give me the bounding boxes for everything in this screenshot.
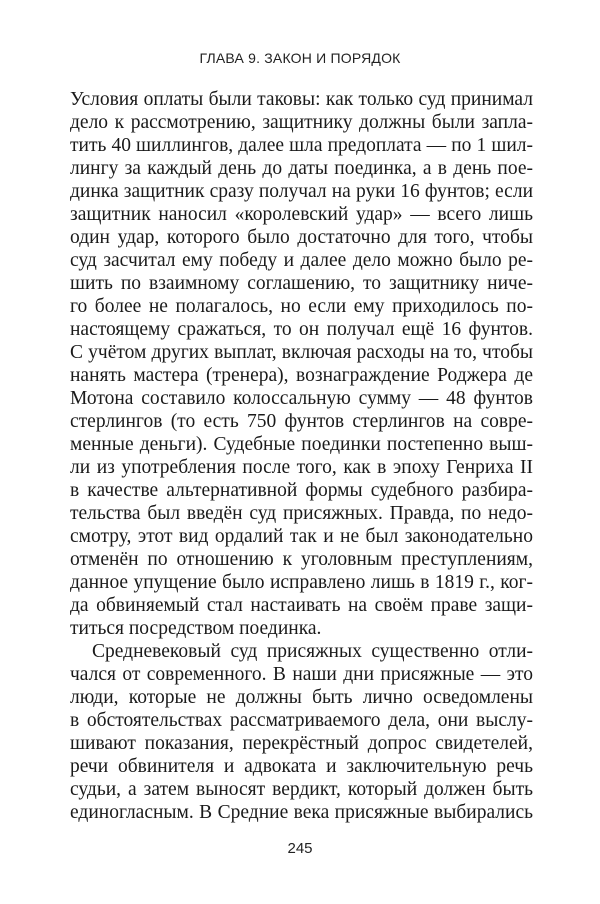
text-line: лингу за каждый день до даты поединка, а в день пое- [70, 158, 533, 179]
text-line: да обвиняемый стал настаивать на своём праве защи- [70, 595, 533, 616]
text-line: менные деньги). Судебные поединки постепенно выш- [70, 434, 533, 455]
text-line: данное упущение было исправлено лишь в 1819 г., ког- [70, 572, 533, 593]
text-line: Условия оплаты были таковы: как только суд принимал [70, 89, 533, 110]
running-header: ГЛАВА 9. ЗАКОН И ПОРЯДОК [199, 50, 401, 66]
text-line: стерлингов (то есть 750 фунтов стерлингов на совре- [70, 411, 533, 432]
text-line: настоящему сражаться, то он получал ещё 16 фунтов. [70, 319, 533, 340]
page-number: 245 [287, 840, 313, 857]
text-line: го более не полагалось, но если ему приходилось по- [70, 296, 533, 317]
text-line: Средневековый суд присяжных существенно отли- [92, 641, 533, 662]
text-line: дело к рассмотрению, защитнику должны были запла- [70, 112, 533, 133]
text-line: в обстоятельствах рассматриваемого дела, они выслу- [70, 710, 533, 731]
text-line: динка защитник сразу получал на руки 16 фунтов; если [70, 181, 533, 202]
text-line: смотру, этот вид ордалий так и не был законодательно [70, 526, 533, 547]
text-line: тельства был введён суд присяжных. Правда, по недо- [70, 503, 533, 524]
text-line: люди, которые не должны быть лично осведомлены [70, 687, 533, 708]
text-line: речи обвинителя и адвоката и заключительную речь [70, 756, 533, 777]
text-line: судьи, а затем выносят вердикт, который должен быть [70, 779, 533, 800]
text-line: один удар, которого было достаточно для того, чтобы [70, 227, 533, 248]
text-line: единогласным. В Средние века присяжные выбирались [70, 802, 533, 823]
text-line: отменён по отношению к уголовным преступлениям, [70, 549, 533, 570]
text-line: тить 40 шиллингов, далее шла предоплата — по 1 шил- [70, 135, 533, 156]
text-line: шивают показания, перекрёстный допрос свидетелей, [70, 733, 533, 754]
text-line: защитник наносил «королевский удар» — всего лишь [70, 204, 533, 225]
body-text [70, 88, 533, 824]
text-line: в качестве альтернативной формы судебного разбира- [70, 480, 533, 501]
text-line: чался от современного. В наши дни присяжные — это [70, 664, 533, 685]
paragraph [70, 88, 533, 640]
text-line: титься посредством поединка. [70, 618, 322, 639]
text-line: шить по взаимному соглашению, то защитнику ниче- [70, 273, 533, 294]
text-line: ли из употребления после того, как в эпоху Генриха II [70, 457, 533, 478]
text-line: нанять мастера (тренера), вознаграждение Роджера де [70, 365, 533, 386]
paragraph [70, 640, 533, 824]
text-line: Мотона составило колоссальную сумму — 48 фунтов [70, 388, 533, 409]
text-line: С учётом других выплат, включая расходы на то, чтобы [70, 342, 533, 363]
text-line: суд засчитал ему победу и далее дело можно было ре- [70, 250, 533, 271]
